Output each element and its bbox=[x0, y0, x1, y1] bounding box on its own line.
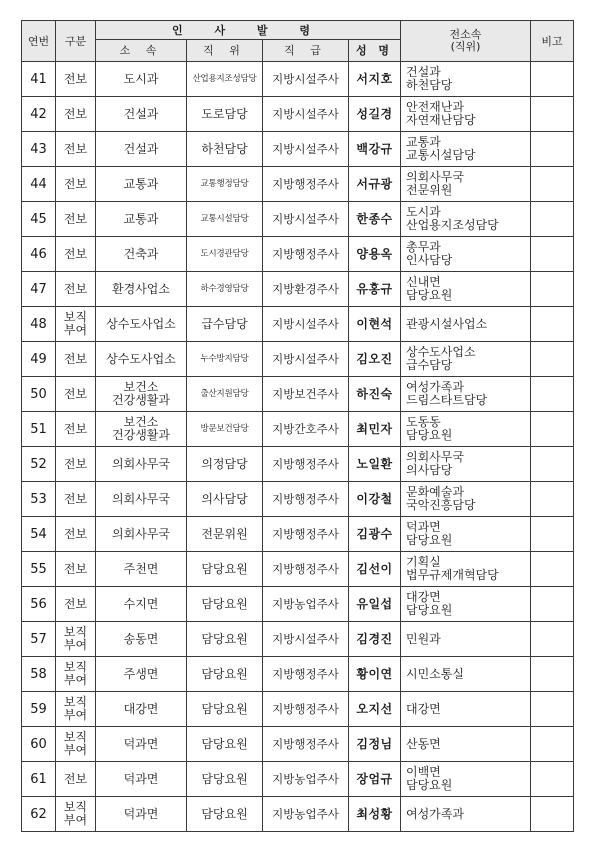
table-row bbox=[22, 552, 574, 587]
cell-grade: 지방시설주사 bbox=[263, 622, 349, 657]
cell-note bbox=[531, 97, 574, 132]
cell-type: 전보 bbox=[56, 237, 96, 272]
cell-no: 53 bbox=[22, 482, 56, 517]
cell-grade: 지방행정주사 bbox=[263, 657, 349, 692]
cell-grade: 지방시설주사 bbox=[263, 132, 349, 167]
cell-position: 출산지원담당 bbox=[187, 377, 263, 412]
cell-prev: 교통과 교통시설담당 bbox=[401, 132, 531, 167]
cell-grade: 지방시설주사 bbox=[263, 97, 349, 132]
cell-prev: 덕과면 담당요원 bbox=[401, 517, 531, 552]
cell-name: 백강규 bbox=[349, 132, 401, 167]
table-row bbox=[22, 657, 574, 692]
cell-grade: 지방시설주사 bbox=[263, 202, 349, 237]
cell-no: 59 bbox=[22, 692, 56, 727]
cell-no: 52 bbox=[22, 447, 56, 482]
cell-name: 최민자 bbox=[349, 412, 401, 447]
table-row bbox=[22, 132, 574, 167]
cell-prev: 산동면 bbox=[401, 727, 531, 762]
cell-note bbox=[531, 517, 574, 552]
cell-prev: 의회사무국 의사담당 bbox=[401, 447, 531, 482]
cell-dept: 건설과 bbox=[96, 97, 187, 132]
cell-name: 하진숙 bbox=[349, 377, 401, 412]
cell-name: 유홍규 bbox=[349, 272, 401, 307]
cell-note bbox=[531, 587, 574, 622]
cell-no: 54 bbox=[22, 517, 56, 552]
cell-name: 오지선 bbox=[349, 692, 401, 727]
table-row bbox=[22, 62, 574, 97]
cell-type: 전보 bbox=[56, 587, 96, 622]
cell-note bbox=[531, 202, 574, 237]
cell-dept: 건설과 bbox=[96, 132, 187, 167]
table-row bbox=[22, 517, 574, 552]
cell-type: 보직 부여 bbox=[56, 622, 96, 657]
table-row bbox=[22, 482, 574, 517]
cell-position: 방문보건담당 bbox=[187, 412, 263, 447]
cell-grade: 지방행정주사 bbox=[263, 727, 349, 762]
table-row bbox=[22, 587, 574, 622]
table-row bbox=[22, 762, 574, 797]
cell-type: 보직 부여 bbox=[56, 307, 96, 342]
cell-prev: 도동동 담당요원 bbox=[401, 412, 531, 447]
cell-prev: 기획실 법무규제개혁담당 bbox=[401, 552, 531, 587]
cell-dept: 도시과 bbox=[96, 62, 187, 97]
table-row bbox=[22, 377, 574, 412]
cell-note bbox=[531, 167, 574, 202]
cell-dept: 환경사업소 bbox=[96, 272, 187, 307]
cell-note bbox=[531, 797, 574, 832]
cell-position: 담당요원 bbox=[187, 657, 263, 692]
personnel-order-table bbox=[21, 20, 574, 832]
cell-name: 황이연 bbox=[349, 657, 401, 692]
cell-dept: 상수도사업소 bbox=[96, 342, 187, 377]
cell-grade: 지방행정주사 bbox=[263, 692, 349, 727]
cell-dept: 교통과 bbox=[96, 202, 187, 237]
cell-position: 급수담당 bbox=[187, 307, 263, 342]
cell-no: 61 bbox=[22, 762, 56, 797]
cell-position: 담당요원 bbox=[187, 692, 263, 727]
cell-dept: 덕과면 bbox=[96, 727, 187, 762]
cell-position: 교통시설담당 bbox=[187, 202, 263, 237]
cell-position: 하수경영담당 bbox=[187, 272, 263, 307]
cell-note bbox=[531, 657, 574, 692]
cell-prev: 민원과 bbox=[401, 622, 531, 657]
cell-type: 전보 bbox=[56, 132, 96, 167]
cell-name: 유일섭 bbox=[349, 587, 401, 622]
cell-prev: 안전재난과 자연재난담당 bbox=[401, 97, 531, 132]
cell-prev: 신내면 담당요원 bbox=[401, 272, 531, 307]
table-row bbox=[22, 447, 574, 482]
table-row bbox=[22, 272, 574, 307]
cell-dept: 상수도사업소 bbox=[96, 307, 187, 342]
cell-prev: 여성가족과 드림스타트담당 bbox=[401, 377, 531, 412]
table-row bbox=[22, 412, 574, 447]
cell-type: 보직 부여 bbox=[56, 657, 96, 692]
cell-name: 김경진 bbox=[349, 622, 401, 657]
cell-name: 노일환 bbox=[349, 447, 401, 482]
cell-grade: 지방행정주사 bbox=[263, 447, 349, 482]
cell-no: 43 bbox=[22, 132, 56, 167]
cell-type: 전보 bbox=[56, 482, 96, 517]
cell-prev: 총무과 인사담당 bbox=[401, 237, 531, 272]
cell-dept: 대강면 bbox=[96, 692, 187, 727]
cell-type: 전보 bbox=[56, 272, 96, 307]
cell-note bbox=[531, 692, 574, 727]
header-no: 연번 bbox=[22, 21, 56, 62]
cell-position: 도로담당 bbox=[187, 97, 263, 132]
cell-note bbox=[531, 237, 574, 272]
cell-prev: 상수도사업소 급수담당 bbox=[401, 342, 531, 377]
header-row-1 bbox=[22, 21, 574, 40]
cell-position: 담당요원 bbox=[187, 622, 263, 657]
cell-position: 교통행정담당 bbox=[187, 167, 263, 202]
cell-no: 42 bbox=[22, 97, 56, 132]
cell-note bbox=[531, 447, 574, 482]
cell-position: 담당요원 bbox=[187, 797, 263, 832]
cell-note bbox=[531, 342, 574, 377]
table-row bbox=[22, 307, 574, 342]
cell-no: 56 bbox=[22, 587, 56, 622]
cell-no: 46 bbox=[22, 237, 56, 272]
cell-type: 전보 bbox=[56, 377, 96, 412]
cell-name: 한종수 bbox=[349, 202, 401, 237]
cell-no: 60 bbox=[22, 727, 56, 762]
table-row bbox=[22, 692, 574, 727]
cell-position: 의정담당 bbox=[187, 447, 263, 482]
cell-prev: 의회사무국 전문위원 bbox=[401, 167, 531, 202]
table-row bbox=[22, 727, 574, 762]
cell-name: 양용옥 bbox=[349, 237, 401, 272]
cell-type: 전보 bbox=[56, 167, 96, 202]
cell-position: 산업용지조성담당 bbox=[187, 62, 263, 97]
header-type: 구분 bbox=[56, 21, 96, 62]
cell-grade: 지방시설주사 bbox=[263, 342, 349, 377]
cell-prev: 대강면 bbox=[401, 692, 531, 727]
cell-name: 서규광 bbox=[349, 167, 401, 202]
cell-position: 담당요원 bbox=[187, 762, 263, 797]
cell-position: 전문위원 bbox=[187, 517, 263, 552]
cell-note bbox=[531, 622, 574, 657]
table-row bbox=[22, 622, 574, 657]
header-dept: 소 속 bbox=[96, 40, 187, 62]
cell-name: 최성황 bbox=[349, 797, 401, 832]
cell-type: 전보 bbox=[56, 517, 96, 552]
cell-note bbox=[531, 377, 574, 412]
cell-no: 57 bbox=[22, 622, 56, 657]
cell-note bbox=[531, 482, 574, 517]
cell-type: 보직 부여 bbox=[56, 727, 96, 762]
cell-grade: 지방환경주사 bbox=[263, 272, 349, 307]
cell-no: 48 bbox=[22, 307, 56, 342]
cell-no: 55 bbox=[22, 552, 56, 587]
cell-note bbox=[531, 762, 574, 797]
cell-position: 의사담당 bbox=[187, 482, 263, 517]
cell-prev: 도시과 산업용지조성담당 bbox=[401, 202, 531, 237]
cell-type: 보직 부여 bbox=[56, 692, 96, 727]
cell-type: 전보 bbox=[56, 97, 96, 132]
cell-note bbox=[531, 132, 574, 167]
cell-name: 김광수 bbox=[349, 517, 401, 552]
cell-dept: 덕과면 bbox=[96, 797, 187, 832]
cell-type: 전보 bbox=[56, 447, 96, 482]
cell-prev: 시민소통실 bbox=[401, 657, 531, 692]
cell-name: 서지호 bbox=[349, 62, 401, 97]
cell-no: 62 bbox=[22, 797, 56, 832]
cell-grade: 지방농업주사 bbox=[263, 797, 349, 832]
cell-position: 도시경관담당 bbox=[187, 237, 263, 272]
cell-type: 보직 부여 bbox=[56, 797, 96, 832]
header-position: 직 위 bbox=[187, 40, 263, 62]
cell-dept: 건축과 bbox=[96, 237, 187, 272]
cell-prev: 대강면 담당요원 bbox=[401, 587, 531, 622]
table-row bbox=[22, 797, 574, 832]
header-note: 비고 bbox=[531, 21, 574, 62]
cell-dept: 주생면 bbox=[96, 657, 187, 692]
cell-dept: 송동면 bbox=[96, 622, 187, 657]
cell-position: 담당요원 bbox=[187, 587, 263, 622]
cell-grade: 지방행정주사 bbox=[263, 552, 349, 587]
cell-note bbox=[531, 727, 574, 762]
cell-dept: 수지면 bbox=[96, 587, 187, 622]
cell-no: 41 bbox=[22, 62, 56, 97]
cell-name: 김오진 bbox=[349, 342, 401, 377]
cell-dept: 의회사무국 bbox=[96, 517, 187, 552]
cell-position: 누수방지담당 bbox=[187, 342, 263, 377]
header-group-title: 인 사 발 령 bbox=[96, 21, 401, 40]
cell-dept: 주천면 bbox=[96, 552, 187, 587]
cell-grade: 지방시설주사 bbox=[263, 307, 349, 342]
cell-note bbox=[531, 272, 574, 307]
cell-no: 58 bbox=[22, 657, 56, 692]
cell-prev: 문화예술과 국악진흥담당 bbox=[401, 482, 531, 517]
cell-name: 이현석 bbox=[349, 307, 401, 342]
cell-note bbox=[531, 307, 574, 342]
cell-dept: 보건소 건강생활과 bbox=[96, 377, 187, 412]
cell-dept: 덕과면 bbox=[96, 762, 187, 797]
cell-grade: 지방보건주사 bbox=[263, 377, 349, 412]
cell-name: 이강철 bbox=[349, 482, 401, 517]
cell-note bbox=[531, 552, 574, 587]
cell-type: 전보 bbox=[56, 62, 96, 97]
cell-dept: 의회사무국 bbox=[96, 482, 187, 517]
cell-prev: 건설과 하천담당 bbox=[401, 62, 531, 97]
cell-name: 김정님 bbox=[349, 727, 401, 762]
cell-dept: 의회사무국 bbox=[96, 447, 187, 482]
header-prev: 전소속 (직위) bbox=[401, 21, 531, 62]
cell-prev: 이백면 담당요원 bbox=[401, 762, 531, 797]
cell-type: 전보 bbox=[56, 342, 96, 377]
cell-no: 49 bbox=[22, 342, 56, 377]
cell-no: 51 bbox=[22, 412, 56, 447]
header-name: 성 명 bbox=[349, 40, 401, 62]
cell-position: 하천담당 bbox=[187, 132, 263, 167]
cell-no: 50 bbox=[22, 377, 56, 412]
cell-dept: 보건소 건강생활과 bbox=[96, 412, 187, 447]
cell-note bbox=[531, 62, 574, 97]
table-body bbox=[22, 62, 574, 832]
cell-grade: 지방간호주사 bbox=[263, 412, 349, 447]
cell-grade: 지방행정주사 bbox=[263, 237, 349, 272]
cell-grade: 지방행정주사 bbox=[263, 167, 349, 202]
cell-prev: 관광시설사업소 bbox=[401, 307, 531, 342]
cell-grade: 지방농업주사 bbox=[263, 762, 349, 797]
table-row bbox=[22, 202, 574, 237]
cell-type: 전보 bbox=[56, 202, 96, 237]
cell-grade: 지방시설주사 bbox=[263, 62, 349, 97]
table-row bbox=[22, 342, 574, 377]
cell-grade: 지방농업주사 bbox=[263, 587, 349, 622]
cell-no: 45 bbox=[22, 202, 56, 237]
cell-no: 47 bbox=[22, 272, 56, 307]
cell-no: 44 bbox=[22, 167, 56, 202]
table-row bbox=[22, 97, 574, 132]
cell-type: 전보 bbox=[56, 552, 96, 587]
cell-position: 담당요원 bbox=[187, 552, 263, 587]
cell-name: 김선이 bbox=[349, 552, 401, 587]
cell-prev: 여성가족과 bbox=[401, 797, 531, 832]
cell-dept: 교통과 bbox=[96, 167, 187, 202]
cell-type: 전보 bbox=[56, 412, 96, 447]
cell-position: 담당요원 bbox=[187, 727, 263, 762]
cell-grade: 지방행정주사 bbox=[263, 482, 349, 517]
cell-name: 장엄규 bbox=[349, 762, 401, 797]
table-row bbox=[22, 237, 574, 272]
header-grade: 직 급 bbox=[263, 40, 349, 62]
cell-note bbox=[531, 412, 574, 447]
cell-name: 성길경 bbox=[349, 97, 401, 132]
cell-grade: 지방행정주사 bbox=[263, 517, 349, 552]
table-row bbox=[22, 167, 574, 202]
cell-type: 전보 bbox=[56, 762, 96, 797]
